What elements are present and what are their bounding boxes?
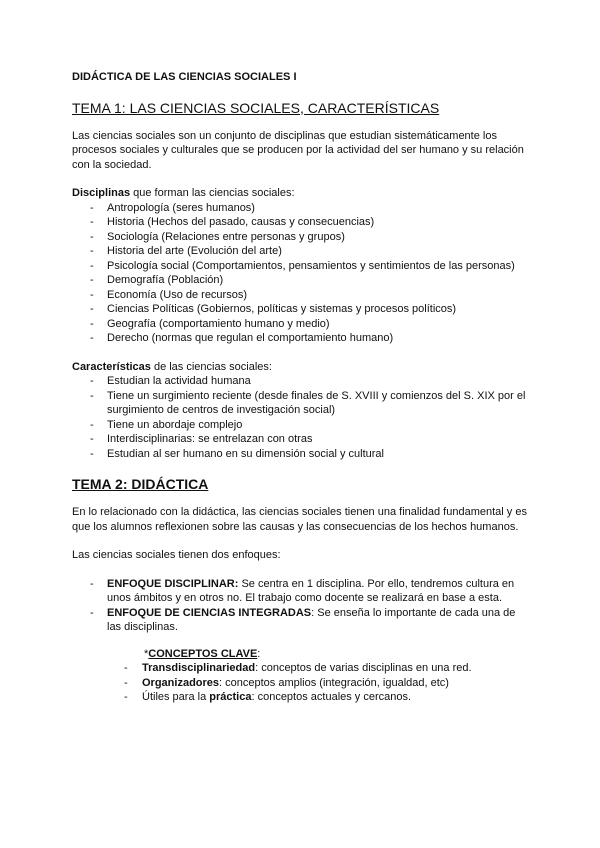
enfoque-text: : Se enseña lo importante de cada una de las disciplinas. xyxy=(107,606,516,633)
enfoques-intro: Las ciencias sociales tienen dos enfoques: xyxy=(72,549,281,561)
list-item: - Sociología (Relaciones entre personas y grupos) xyxy=(90,230,532,245)
list-item xyxy=(124,676,532,691)
document-content xyxy=(72,70,532,705)
concepto-label: Organizadores xyxy=(142,676,220,689)
list-item: - Psicología social (Comportamientos, pensamientos y sentimientos de las personas) xyxy=(90,259,532,274)
caracteristicas-heading xyxy=(72,360,532,375)
caracteristicas-rest: de las ciencias sociales: xyxy=(150,360,272,373)
concepto-pre: Útiles para la xyxy=(142,691,210,703)
list-item xyxy=(124,690,532,705)
conceptos-prefix: * xyxy=(144,647,149,660)
disciplinas-label: Disciplinas xyxy=(72,187,131,199)
list-item xyxy=(90,606,532,635)
enfoque-text: Se centra en 1 disciplina. Por ello, tendremos cultura en unos ámbitos y en otros no. El trabajo como docente se realizará en base a esta. xyxy=(107,577,515,604)
list-item: - Ciencias Políticas (Gobiernos, políticas y sistemas y procesos políticos) xyxy=(90,302,532,317)
list-item: - Historia del arte (Evolución del arte) xyxy=(90,244,532,259)
list-item: - Geografía (comportamiento humano y medio) xyxy=(90,317,532,332)
list-item: - Interdisciplinarias: se entrelazan con otras xyxy=(90,432,532,447)
list-item: - Demografía (Población) xyxy=(90,273,532,288)
tema2-heading: TEMA 2: DIDÁCTICA xyxy=(72,476,209,492)
list-item: - Estudian la actividad humana xyxy=(90,374,532,389)
caracteristicas-list xyxy=(72,374,532,461)
concepto-text: : conceptos actuales y cercanos. xyxy=(251,691,412,703)
list-item: - Tiene un abordaje complejo xyxy=(90,418,532,433)
tema2-intro: En lo relacionado con la didáctica, las ciencias sociales tienen una finalidad fundamental y es que los alumnos reflexionen sobre las causas y las consecuencias de los hechos humanos. xyxy=(72,506,527,533)
list-item: - Estudian al ser humano en su dimensión social y cultural xyxy=(90,447,532,462)
list-item xyxy=(90,577,532,606)
document-title: DIDÁCTICA DE LAS CIENCIAS SOCIALES I xyxy=(72,71,297,83)
list-item: - Derecho (normas que regulan el comportamiento humano) xyxy=(90,331,532,346)
conceptos-list xyxy=(72,661,532,705)
tema1-intro: Las ciencias sociales son un conjunto de disciplinas que estudian sistemáticamente los procesos sociales y culturales que se producen por la actividad del ser humano y su relación con la sociedad. xyxy=(72,129,524,171)
enfoques-list xyxy=(72,577,532,635)
concepto-label: práctica xyxy=(209,691,252,703)
enfoque-label: ENFOQUE DISCIPLINAR: xyxy=(107,577,239,590)
caracteristicas-label: Características xyxy=(72,360,151,373)
disciplinas-list xyxy=(72,201,532,346)
disciplinas-rest: que forman las ciencias sociales: xyxy=(130,187,295,199)
conceptos-heading xyxy=(72,647,532,662)
tema1-heading: TEMA 1: LAS CIENCIAS SOCIALES, CARACTERÍSTICAS xyxy=(72,99,440,116)
concepto-text: : conceptos de varias disciplinas en una red. xyxy=(255,662,472,674)
conceptos-label: CONCEPTOS CLAVE xyxy=(148,647,258,660)
list-item: - Antropología (seres humanos) xyxy=(90,201,532,216)
list-item: - Tiene un surgimiento reciente (desde finales de S. XVIII y comienzos del S. XIX por el surgimiento de centros de investigación social) xyxy=(90,389,532,418)
disciplinas-heading xyxy=(72,186,532,201)
concepto-label: Transdisciplinariedad xyxy=(142,662,256,674)
enfoque-label: ENFOQUE DE CIENCIAS INTEGRADAS xyxy=(107,606,312,619)
concepto-text: : conceptos amplios (integración, igualdad, etc) xyxy=(219,676,449,689)
conceptos-suffix: : xyxy=(257,647,261,660)
list-item: - Historia (Hechos del pasado, causas y consecuencias) xyxy=(90,215,532,230)
list-item: - Economía (Uso de recursos) xyxy=(90,288,532,303)
list-item xyxy=(124,661,532,676)
